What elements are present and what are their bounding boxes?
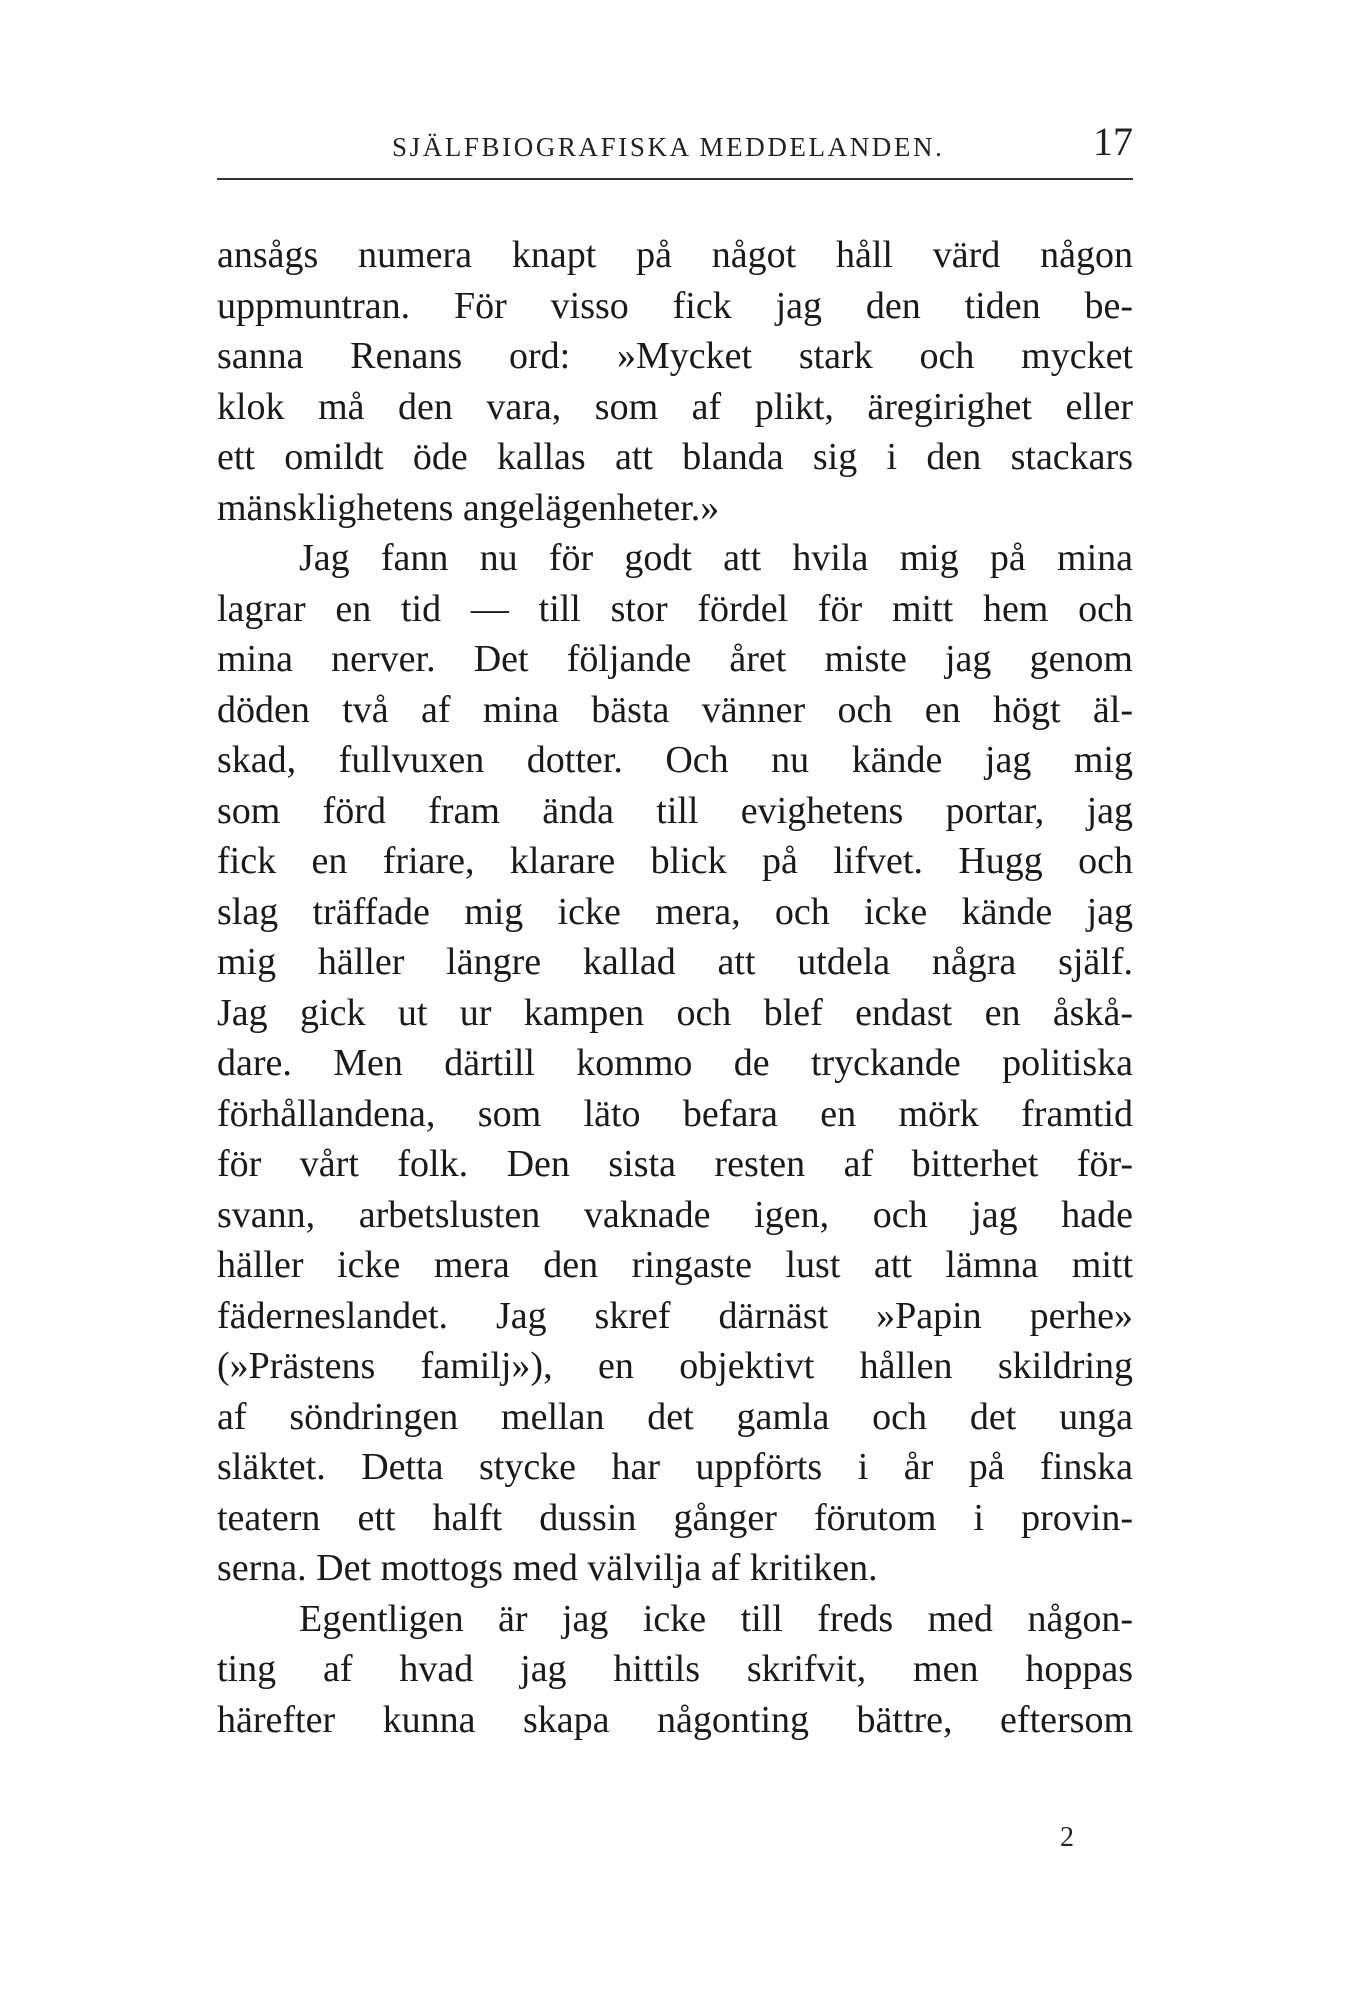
header-rule [217,178,1133,180]
text-line: förhållandena, som läto befara en mörk framtid [217,1092,1133,1135]
text-line: för vårt folk. Den sista resten af bitterhet för- [217,1143,1133,1185]
signature-mark: 2 [1060,1822,1074,1853]
text-line: fick en friare, klarare blick på lifvet. Hugg och [217,840,1133,882]
text-line: ansågs numera knapt på något håll värd någon [217,234,1133,276]
running-head [217,118,1133,168]
text-line: ett omildt öde kallas att blanda sig i den stackars [217,436,1133,478]
text-line: Jag gick ut ur kampen och blef endast en åskå- [217,991,1133,1034]
text-line: (»Prästens familj»), en objektivt hållen skildring [217,1345,1133,1387]
text-line: serna. Det mottogs med välvilja af kritiken. [217,1547,878,1589]
text-line: Jag fann nu för godt att hvila mig på mina [299,537,1133,579]
running-title: SJÄLFBIOGRAFISKA MEDDELANDEN. [392,132,945,162]
body-text [217,230,1133,1745]
text-line: uppmuntran. För visso fick jag den tiden be- [217,284,1133,327]
text-line: mina nerver. Det följande året miste jag genom [217,638,1133,680]
text-line: dare. Men därtill kommo de tryckande politiska [217,1042,1133,1084]
page-number: 17 [1093,119,1133,164]
text-line: döden två af mina bästa vänner och en högt äl- [217,688,1133,731]
text-line: som förd fram ända till evighetens portar, jag [217,789,1133,832]
text-line: lagrar en tid — till stor fördel för mitt hem och [217,587,1133,630]
text-line: ting af hvad jag hittils skrifvit, men hoppas [217,1648,1133,1690]
text-line: fäderneslandet. Jag skref därnäst »Papin perhe» [217,1294,1133,1337]
text-line: skad, fullvuxen dotter. Och nu kände jag mig [217,739,1133,781]
text-line: häller icke mera den ringaste lust att lämna mitt [217,1244,1133,1286]
text-line: mig häller längre kallad att utdela några själf. [217,941,1133,983]
text-line: klok må den vara, som af plikt, äregirighet eller [217,385,1133,428]
text-line: Egentligen är jag icke till freds med någon- [299,1597,1133,1640]
text-line: härefter kunna skapa någonting bättre, eftersom [217,1698,1133,1741]
text-line: mänsklighetens angelägenheter.» [217,486,720,529]
text-line: svann, arbetslusten vaknade igen, och jag hade [217,1193,1133,1236]
text-line: sanna Renans ord: »Mycket stark och mycket [217,335,1133,377]
text-line: teatern ett halft dussin gånger förutom i provin- [217,1496,1133,1539]
text-line: släktet. Detta stycke har uppförts i år på finska [217,1446,1133,1488]
text-line: af söndringen mellan det gamla och det unga [217,1395,1133,1438]
text-line: slag träffade mig icke mera, och icke kände jag [217,890,1133,933]
